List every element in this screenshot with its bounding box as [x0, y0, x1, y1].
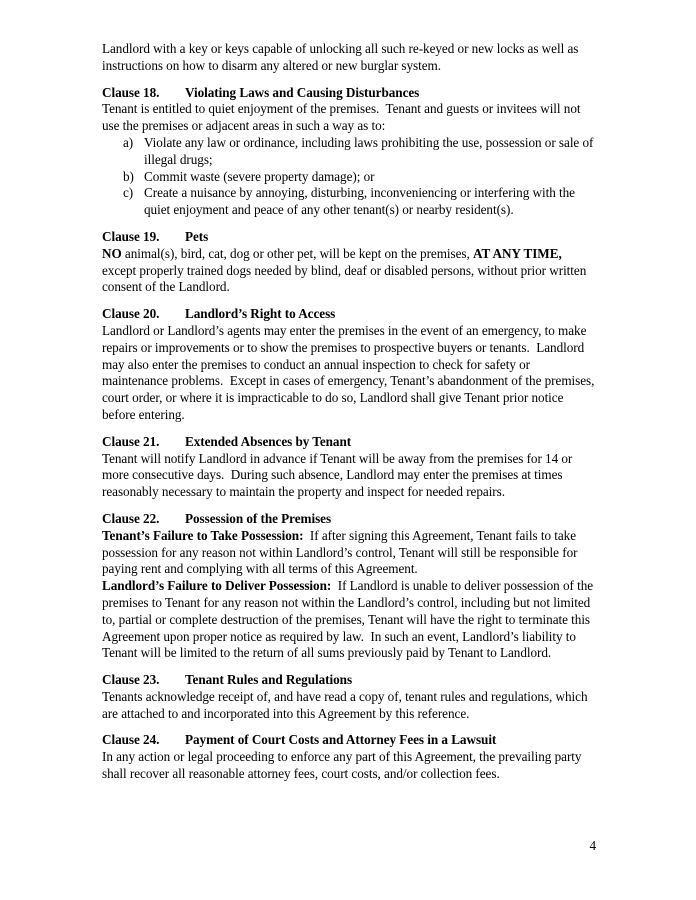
clause-number: Clause 24.	[102, 732, 160, 748]
text-run: Tenant will notify Landlord in advance if Tenant will be away from the premises for 14 or more consecutive days. During such absence, Landlord may enter the premises at times reasonably necessary to maintain the property and inspect for needed repairs.	[102, 450, 576, 500]
clause-number: Clause 19.	[102, 228, 160, 244]
clause-number: Clause 18.	[102, 84, 160, 100]
bold-text: Landlord’s Failure to Deliver Possession:	[102, 578, 332, 594]
text-run: animal(s), bird, cat, dog or other pet, will be kept on the premises,	[121, 245, 474, 261]
clause-paragraph	[102, 451, 596, 501]
clause-heading	[102, 732, 596, 749]
page-number: 4	[589, 838, 596, 853]
list-item-text: Create a nuisance by annoying, disturbing, inconveniencing or interfering with the quiet enjoyment and peace of any other tenant(s) or nearby resident(s).	[144, 185, 579, 218]
clause-section	[102, 306, 596, 424]
text-run: If Landlord is unable to deliver possession of the premises to Tenant for any reason not within the Landlord’s control, including but not limited to, partial or complete destruction of the premises, Tenant will have the right to terminate this Agreement upon proper notice as required by law. In such an event, Landlord’s liability to Tenant will be limited to the return of all sums previously paid by Tenant to Landlord.	[102, 578, 597, 661]
intro-paragraph	[102, 41, 596, 75]
bold-text: AT ANY TIME,	[473, 245, 562, 261]
clause-title: Violating Laws and Causing Disturbances	[185, 84, 420, 100]
clause-paragraph	[102, 101, 596, 135]
clause-paragraph	[102, 689, 596, 723]
clause-heading	[102, 306, 596, 323]
list-item-text: Commit waste (severe property damage); or	[144, 168, 375, 184]
text-run: Tenants acknowledge receipt of, and have read a copy of, tenant rules and regulations, which are attached to and incorporated into this Agreement by this reference.	[102, 688, 591, 721]
clause-section	[102, 511, 596, 662]
list-item-text: Violate any law or ordinance, including laws prohibiting the use, possession or sale of illegal drugs;	[144, 134, 597, 167]
text-run: Tenant is entitled to quiet enjoyment of the premises. Tenant and guests or invitees will not use the premises or adjacent areas in such a way as to:	[102, 101, 584, 134]
text-run: In any action or legal proceeding to enforce any part of this Agreement, the prevailing party shall recover all reasonable attorney fees, court costs, and/or collection fees.	[102, 749, 585, 782]
clause-section	[102, 434, 596, 501]
clause-paragraph	[102, 323, 596, 424]
document-content	[102, 41, 596, 783]
text-run: Landlord or Landlord’s agents may enter the premises in the event of an emergency, to make repairs or improvements or to show the premises to prospective buyers or tenants. Landlord may also enter the premises to conduct an annual inspection to check for safety or maintenance problems. Except in cases of emergency, Tenant’s abandonment of the premises, court order, or where it is impracticable to do so, Landlord shall give Tenant prior notice before entering.	[102, 322, 598, 422]
text-run: Landlord with a key or keys capable of unlocking all such re-keyed or new locks as well as instructions on how to disarm any altered or new burglar system.	[102, 41, 582, 73]
clause-heading	[102, 229, 596, 246]
clause-heading	[102, 672, 596, 689]
clause-heading	[102, 511, 596, 528]
clause-heading	[102, 434, 596, 451]
list-item	[123, 169, 596, 186]
clause-paragraph	[102, 246, 596, 296]
clause-paragraph	[102, 578, 596, 662]
clause-section	[102, 229, 596, 296]
clauses-container	[102, 85, 596, 783]
clause-number: Clause 22.	[102, 510, 160, 526]
clause-number: Clause 20.	[102, 306, 160, 322]
clause-section	[102, 672, 596, 722]
bold-text: Tenant’s Failure to Take Possession:	[102, 527, 304, 543]
clause-title: Extended Absences by Tenant	[185, 433, 352, 449]
list-item-marker: b)	[123, 168, 134, 184]
clause-number: Clause 21.	[102, 433, 160, 449]
clause-paragraph	[102, 749, 596, 783]
list-item-marker: a)	[123, 134, 134, 150]
clause-title: Payment of Court Costs and Attorney Fees in a Lawsuit	[185, 732, 497, 748]
list-item	[123, 135, 596, 169]
text-run: If after signing this Agreement, Tenant fails to take possession for any reason not within Landlord’s control, Tenant will still be responsible for paying rent and complying with all terms of this Agreement.	[102, 527, 581, 577]
clause-title: Pets	[185, 228, 209, 244]
clause-section	[102, 732, 596, 782]
clause-title: Possession of the Premises	[185, 510, 332, 526]
bold-text: NO	[102, 245, 122, 261]
clause-section	[102, 85, 596, 219]
clause-heading	[102, 85, 596, 102]
clause-paragraph	[102, 528, 596, 578]
text-run: except properly trained dogs needed by blind, deaf or disabled persons, without prior written consent of the Landlord.	[102, 245, 590, 295]
page-footer	[102, 838, 596, 855]
list-item	[123, 185, 596, 219]
clause-number: Clause 23.	[102, 672, 160, 688]
clause-title: Tenant Rules and Regulations	[185, 672, 353, 688]
list-item-marker: c)	[123, 185, 134, 201]
clause-title: Landlord’s Right to Access	[185, 306, 336, 322]
